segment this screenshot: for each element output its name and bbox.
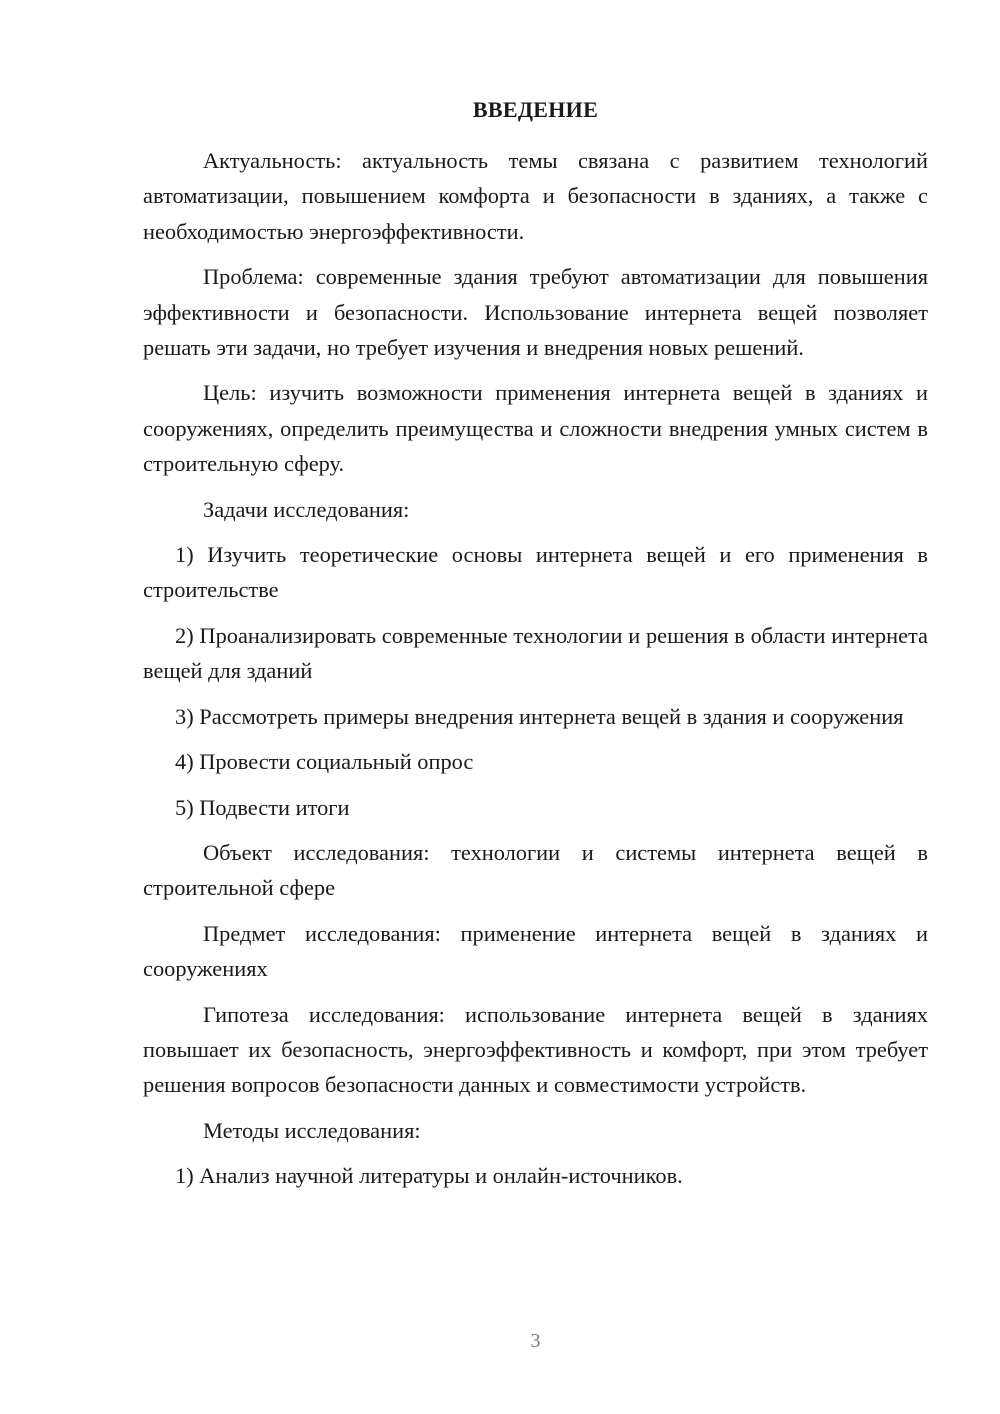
paragraph-relevance: Актуальность: актуальность темы связана с развитием технологий автоматизации, повышением комфорта и безопасности в зданиях, а также с необходимостью энергоэффективности. xyxy=(143,148,928,244)
task-item-5: 5) Подвести итоги xyxy=(175,794,350,820)
document-page xyxy=(143,0,928,1414)
page-number: 3 xyxy=(530,1330,541,1352)
task-item-3: 3) Рассмотреть примеры внедрения интернета вещей в здания и сооружения xyxy=(175,703,904,729)
paragraph-object: Объект исследования: технологии и системы интернета вещей в строительной сфере xyxy=(143,839,928,901)
methods-heading: Методы исследования: xyxy=(203,1117,421,1143)
section-title: ВВЕДЕНИЕ xyxy=(472,97,599,122)
paragraph-problem: Проблема: современные здания требуют автоматизации для повышения эффективности и безопасности. Использование интернета вещей позволяет решать эти задачи, но требует изучения и внедрения новых решений. xyxy=(143,264,928,361)
tasks-heading: Задачи исследования: xyxy=(203,496,410,522)
paragraph-subject: Предмет исследования: применение интернета вещей в зданиях и сооружениях xyxy=(143,920,928,982)
method-item-1: 1) Анализ научной литературы и онлайн-источников. xyxy=(175,1163,683,1189)
body-text xyxy=(143,143,928,1204)
task-item-1: 1) Изучить теоретические основы интернета вещей и его применения в строительстве xyxy=(143,542,928,603)
paragraph-hypothesis: Гипотеза исследования: использование интернета вещей в зданиях повышает их безопасность, энергоэффективность и комфорт, при этом требует решения вопросов безопасности данных и совместимости устройств. xyxy=(143,1001,928,1098)
task-item-2: 2) Проанализировать современные технологии и решения в области интернета вещей для зданий xyxy=(143,622,928,684)
task-item-4: 4) Провести социальный опрос xyxy=(175,749,474,775)
paragraph-goal: Цель: изучить возможности применения интернета вещей в зданиях и сооружениях, определить преимущества и сложности внедрения умных систем в строительную сферу. xyxy=(143,380,928,477)
